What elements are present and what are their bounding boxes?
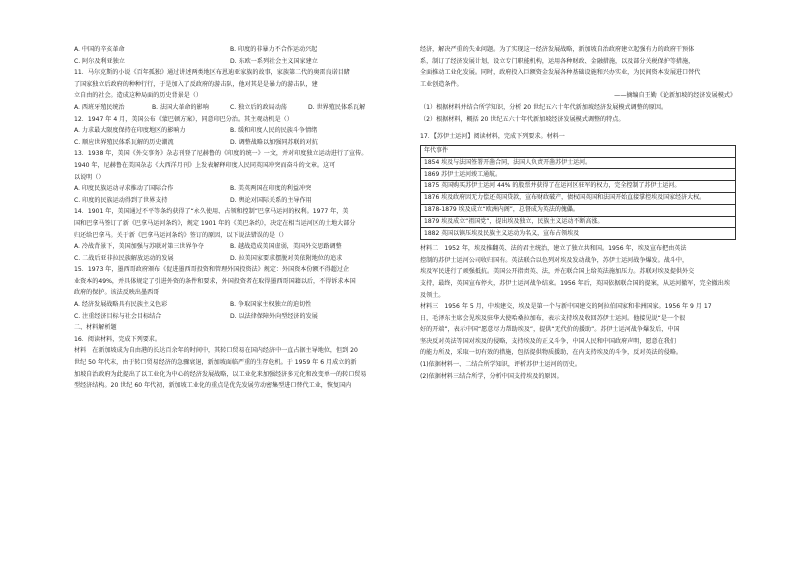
table-cell: 1869 苏伊士运河竣工通航。	[421, 169, 736, 181]
q15-line: 政府的保护。该法反映出墨西哥	[74, 289, 160, 297]
q13-option-c: C. 印度的民族运动得到了世界支持	[74, 196, 168, 204]
q15-options	[74, 299, 386, 322]
q16-material-cont: 经济，解决严重的失业问题。为了实现这一经济发展战略，新加坡自治政府建立起强有力的政府干预体	[420, 46, 695, 53]
material3-line: 坚决反对英法等国对埃及的侵略，支持埃及的正义斗争，中国人民和中国政府声明，愿意在我们	[420, 337, 676, 345]
q11-options	[74, 102, 386, 114]
events-table	[420, 145, 736, 240]
material3-line: 日，毛泽东主席会见埃及驻华大使哈桑拉加布，表示支持埃及收回苏伊士运河。他接见说“是一个很	[420, 314, 686, 322]
table-cell: 1876 埃及政府因无力偿还英国贷款，宣布财政破产，债权国英国和法国开始直接掌控埃及国家经济大权。	[421, 192, 736, 204]
q10-option-a: A. 中国的辛亥革命	[74, 46, 125, 53]
material3-line: 材料三 1956 年 5 月，中埃建交，埃及是第一个与新中国建交的阿拉伯国家和非洲国家。1956 年 9 月 17	[420, 303, 712, 311]
q16-material-line: 加坡自治政府为此提出了以工业化为中心的经济发展战略，以工业化来加强经济多元化和改变单一的转口贸易	[74, 370, 367, 378]
table-cell: 1854 埃及与法国签署开凿合同，法国人负责开凿苏伊士运河。	[421, 157, 736, 169]
table-cell: 1878-1879 埃及成立“欧洲内阁”，总督成为英法的傀儡。	[421, 204, 736, 216]
q17-task: (2)依据材料三结合所学，分析中国支持埃及的原因。	[420, 372, 563, 380]
table-cell: 1879 埃及成立“祖国党”，提出埃及独立，民族主义运动不断高涨。	[421, 216, 736, 228]
q14-option-d: D. 拉美国家要求摆脱对美依附地位的追求	[230, 254, 343, 262]
q12-option-a: A. 力求最大限度保持在印度地区的影响力	[74, 127, 186, 135]
material3-line: 的能力所及，采取一切有效的措施，包括提供物质援助，在内支持埃及的斗争，反对英法的侵略。	[420, 349, 683, 357]
q16-task: （2）根据材料，概括 20 世纪五六十年代新加坡经济发展模式调整的特点。	[420, 115, 625, 123]
material2-line: 及领土。	[420, 291, 445, 299]
left-column	[74, 44, 386, 392]
q16-material-cont: 工业创造条件。	[420, 80, 463, 88]
q13-option-a: A. 印度民族运动寻求推动了国际合作	[74, 185, 174, 193]
q12-line: 12．1947 年 4 月，美国公布《蒙巴顿方案》，同意印巴分治。其主观动机是（）	[74, 115, 293, 123]
q11-option-c: C. 独立后的政局动荡	[230, 103, 287, 111]
table-row	[421, 216, 736, 228]
q14-option-b: B. 越战造成美国虚弱，美国外交思路调整	[230, 243, 342, 251]
q11-line: 11．马尔克斯的小说《百年孤独》通过讲述两类地区布恩迪亚家族的故事，家族第二代的奥雷良诺目睹	[74, 69, 350, 77]
table-header-row	[421, 145, 736, 157]
q11-option-b: B. 法国大革命的影响	[152, 103, 209, 111]
material2-line: 控制的苏伊士运河公司收归国有。英法联合以色列对埃及发动战争，苏伊士运河战争爆发。战斗中，	[420, 256, 689, 264]
q14-option-c: C. 二战后亚非拉民族解放运动的发展	[74, 254, 174, 262]
q11-line: 立自由的社会。造成这种局面的历史背景是（）	[74, 92, 202, 100]
section-heading: 二、材料解析题	[74, 324, 117, 332]
q14-line: 国和巴拿马签订了新《巴拿马运河条约》，规定 1901 年的《美巴条约》，决定在相当运河区的土地大部分	[74, 219, 356, 227]
q16-material-cont: 系，制订了经济发展计划，设立专门职能机构，运用各种财政、金融措施，以及部分关税保护等措施，	[420, 57, 695, 65]
material2-line: 支持，最终，英国宣布停火，苏伊士运河战争结束。1956 年后，英国依据联合国的提案，从运河撤军，完全撤出埃	[420, 279, 730, 287]
table-row	[421, 181, 736, 193]
q16-source: ——摘编自王勤《论新加坡的经济发展模式》	[614, 92, 736, 100]
q11-option-a: A. 西班牙殖民统治	[74, 103, 125, 111]
q10-option-b: B. 印度的非暴力不合作运动兴起	[230, 46, 318, 53]
q10-option-c: C. 阿尔及利亚独立	[74, 57, 125, 65]
table-row	[421, 169, 736, 181]
q12-option-c: C. 顺应世界殖民体系瓦解的历史潮流	[74, 138, 174, 146]
q13-option-b: B. 美英两国在印度的利益冲突	[230, 185, 312, 193]
q11-option-d: D. 世界殖民体系瓦解	[308, 103, 366, 111]
q15-option-c: C. 注重经济目标与社会目标结合	[74, 312, 162, 320]
q15-option-b: B. 争取国家主权独立的迫切性	[230, 301, 312, 309]
q15-option-d: D. 以法律保障外向型经济的发展	[230, 312, 318, 320]
q16-material-line: 型经济结构。20 世纪 60 年代初，新加坡工业化的重点是优先发展劳动密集型进口替代工业，恢复国内	[74, 382, 352, 390]
q10-option-d: D. 东欧一系列社会主义国家建立	[230, 57, 318, 65]
table-row	[421, 157, 736, 169]
q14-line: 14．1901 年，美国通过不平等条约获得了“永久使用、占领和控制”巴拿马运河的权利。1977 年，美	[74, 208, 349, 216]
table-row	[421, 204, 736, 216]
q13-line: 1940 年，尼赫鲁在美国杂志《大西洋月刊》上发表解释印度人民同英国冲突而奋斗的文章。这可	[74, 161, 336, 169]
q14-options	[74, 241, 386, 264]
q16-material-cont: 全面推动工业化发展。同时，政府投入巨额资金发展各种基础设施和兴办实业，为民间资本发展进口替代	[420, 69, 701, 77]
table-row	[421, 228, 736, 240]
q13-line: 13．1938 年，美国《外交事务》杂志刊登了尼赫鲁的《印度的统一》一文，并对印度独立运动进行了宣传。	[74, 150, 368, 158]
q14-option-a: A. 冷战背景下，美国加强与苏联对第三世界争夺	[74, 243, 204, 251]
right-column	[420, 44, 736, 382]
q16-material-line: 材料 在新加坡成为自由港的长达百余年的时间中，其转口贸易在国内经济中一直占据主导地位，但到 20	[74, 347, 358, 355]
table-header: 年代事件	[421, 145, 736, 157]
material3-line: 好的开端”，表示中国“愿意尽力帮助埃及”，提供“无代价的援助”。苏伊士运河战争爆发后，中国	[420, 326, 680, 334]
q15-line: 业资本的49%，并具体规定了引进外资的条件和要求，外国投资者在取得墨西哥国籍以后，不得诉求本国	[74, 277, 356, 285]
q13-options	[74, 183, 386, 206]
q12-options	[74, 125, 386, 148]
material2-line: 材料二 1952 年，埃及推翻英、法的君主统治，建立了独立共和国。1956 年，埃及宣布把由英法	[420, 245, 687, 253]
q17-task: (1)依据材料一、二结合所学知识，评析苏伊士运河的历史。	[420, 361, 581, 369]
table-cell: 1882 英国以镇压埃及民族主义运动为名义，宣布占领埃及	[421, 228, 736, 240]
table-row	[421, 192, 736, 204]
q16-material-line: 世纪 50 年代末，由于转口贸易经济的急骤衰退，新加坡面临严重的生存危机。于 1959 年 6 月成立的新	[74, 359, 357, 367]
q10-options	[74, 44, 386, 67]
q13-option-d: D. 舆论对国际关系的主导作用	[230, 196, 312, 204]
q17-heading: 17．【苏伊士运河】阅读材料，完成下列要求。材料一	[420, 133, 565, 141]
q13-line: 以说明（）	[74, 173, 105, 181]
q16-heading: 16．阅读材料，完成下列要求。	[74, 335, 161, 343]
q15-option-a: A. 经济发展战略具有民族主义色彩	[74, 301, 168, 309]
q11-line: 了国家独立后政府的种种行行，于是加入了反政府的游击队，他对其是是暴力的游击队，建	[74, 80, 318, 88]
q12-option-d: D. 调整战略以加强同苏联的对抗	[230, 138, 318, 146]
q14-line: 归还给巴拿马。关于新《巴拿马运河条约》签订的原因，以下说法错误的是（）	[74, 231, 288, 239]
q15-line: 15．1973 年，墨西哥政府颁布《促进墨西哥投资和管理外国投资法》规定：外国资本份额不得超过企	[74, 266, 350, 274]
material2-line: 埃及军民进行了顽强抵抗。美国公开指责英、法，并在联合国上给英法施加压力。苏联对埃及提供外交	[420, 268, 695, 276]
table-cell: 1875 英国购买苏伊士运河 44% 的股票并获得了在运河区驻军的权力，完全控制了苏伊士运河。	[421, 181, 736, 193]
q16-task: （1）根据材料并结合所学知识，分析 20 世纪五六十年代新加坡经济发展模式调整的原因。	[420, 103, 668, 111]
q12-option-b: B. 缓和印度人民的民族斗争情绪	[230, 127, 318, 135]
